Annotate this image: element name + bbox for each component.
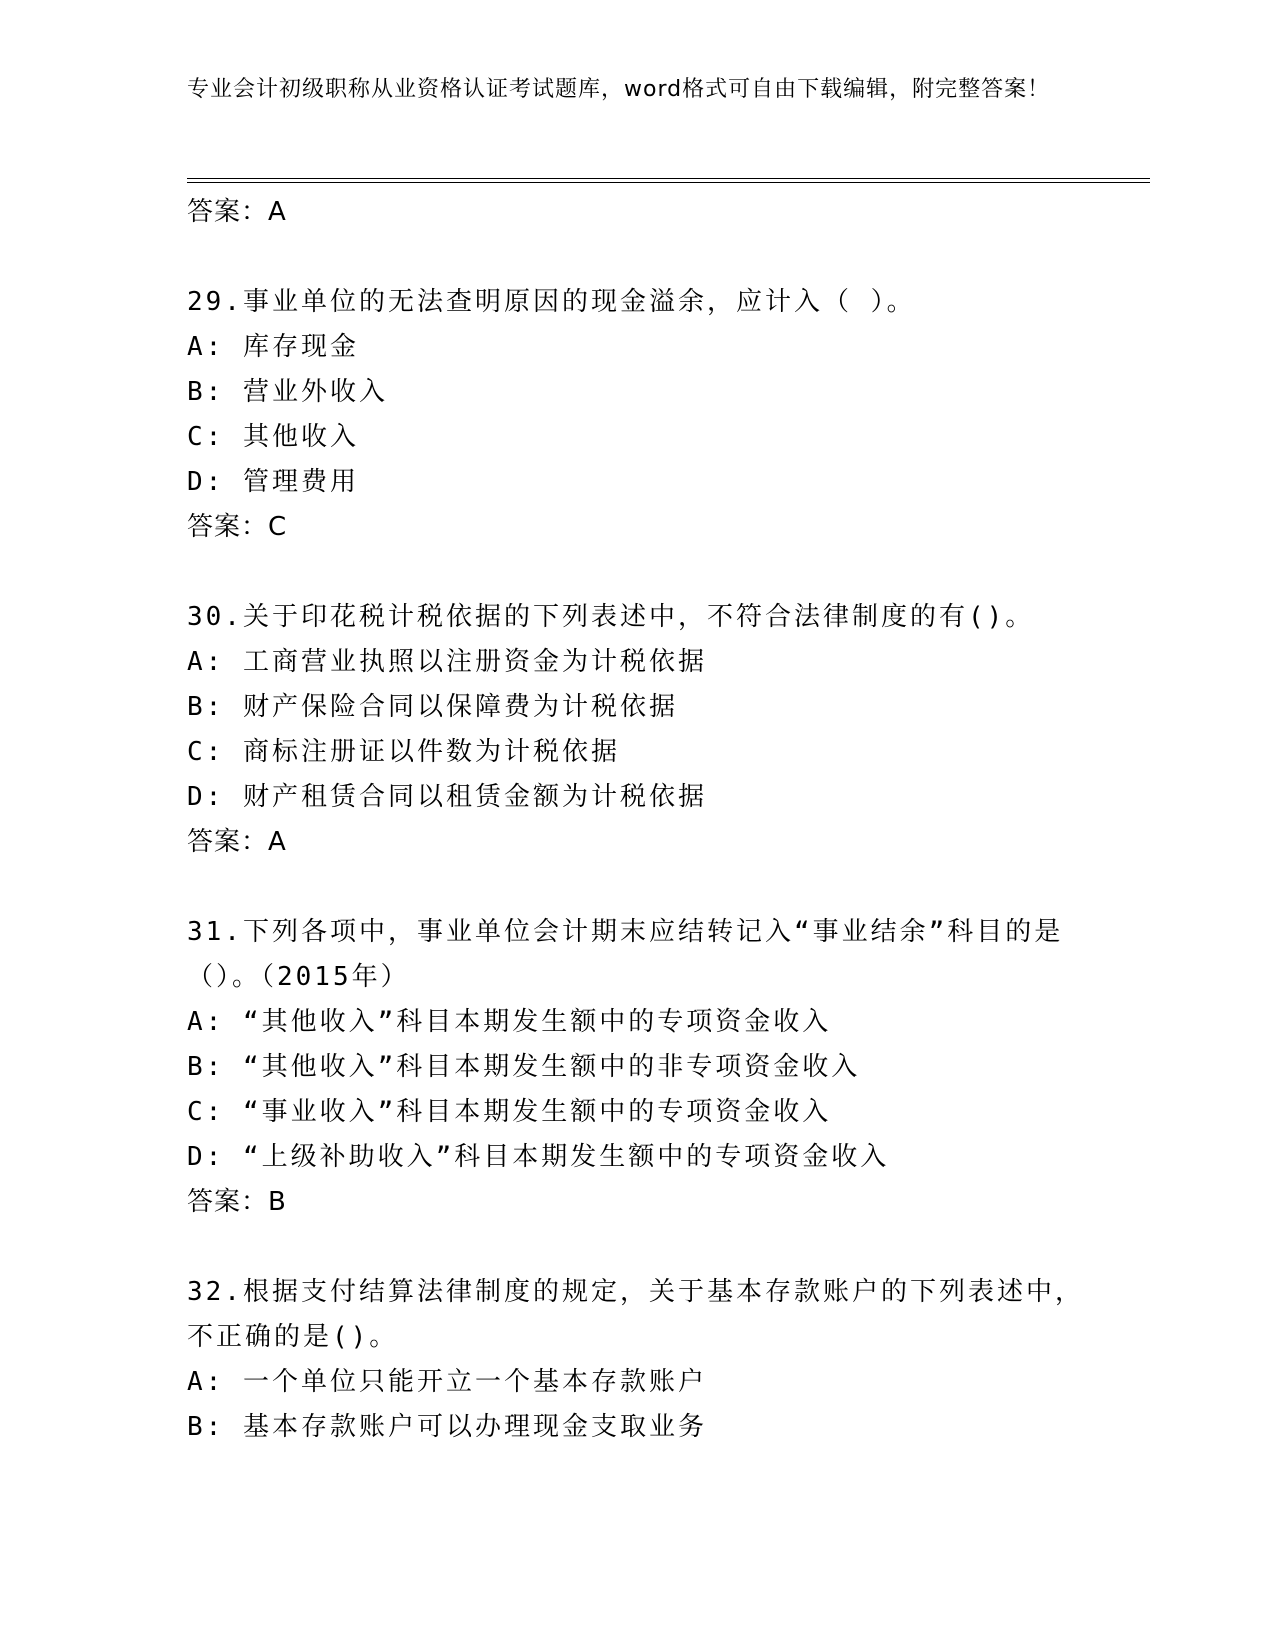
question-30-answer: 答案：A <box>187 827 287 857</box>
question-31-option-a: A: “其他收入”科目本期发生额中的专项资金收入 <box>187 1007 832 1037</box>
question-32-option-b: B: 基本存款账户可以办理现金支取业务 <box>187 1412 707 1442</box>
spacer <box>187 235 1087 280</box>
question-30-title: 30.关于印花税计税依据的下列表述中，不符合法律制度的有()。 <box>187 602 1035 632</box>
question-30-option-c: C: 商标注册证以件数为计税依据 <box>187 737 620 767</box>
question-29-answer: 答案：C <box>187 512 288 542</box>
question-29 <box>187 280 1087 550</box>
document-header: 专业会计初级职称从业资格认证考试题库，word格式可自由下载编辑，附完整答案！ <box>187 77 1051 102</box>
question-31-option-c: C: “事业收入”科目本期发生额中的专项资金收入 <box>187 1097 832 1127</box>
spacer <box>187 1225 1087 1270</box>
question-31-title-line1: 31.下列各项中，事业单位会计期末应结转记入“事业结余”科目的是 <box>187 917 1064 947</box>
header-divider-top <box>187 178 1150 179</box>
question-content <box>187 190 1087 1450</box>
question-29-option-d: D: 管理费用 <box>187 467 359 497</box>
question-32-title-line2: 不正确的是()。 <box>187 1322 399 1352</box>
question-29-title: 29.事业单位的无法查明原因的现金溢余，应计入（ ）。 <box>187 287 916 317</box>
question-31-option-b: B: “其他收入”科目本期发生额中的非专项资金收入 <box>187 1052 861 1082</box>
question-32-title-line1: 32.根据支付结算法律制度的规定，关于基本存款账户的下列表述中， <box>187 1277 1084 1307</box>
question-32-option-a: A: 一个单位只能开立一个基本存款账户 <box>187 1367 707 1397</box>
question-31-title-line2: （）。（2015年） <box>187 962 410 992</box>
question-29-option-a: A: 库存现金 <box>187 332 359 362</box>
question-31-option-d: D: “上级补助收入”科目本期发生额中的专项资金收入 <box>187 1142 890 1172</box>
question-30-option-b: B: 财产保险合同以保障费为计税依据 <box>187 692 678 722</box>
question-29-option-c: C: 其他收入 <box>187 422 359 452</box>
question-30-option-d: D: 财产租赁合同以租赁金额为计税依据 <box>187 782 707 812</box>
spacer <box>187 865 1087 910</box>
header-divider-bottom <box>187 182 1150 183</box>
question-30-option-a: A: 工商营业执照以注册资金为计税依据 <box>187 647 707 677</box>
question-31-answer: 答案：B <box>187 1187 287 1217</box>
question-29-option-b: B: 营业外收入 <box>187 377 388 407</box>
spacer <box>187 550 1087 595</box>
question-31 <box>187 910 1087 1225</box>
answer-28: 答案：A <box>187 197 287 227</box>
question-30 <box>187 595 1087 865</box>
question-32 <box>187 1270 1087 1450</box>
